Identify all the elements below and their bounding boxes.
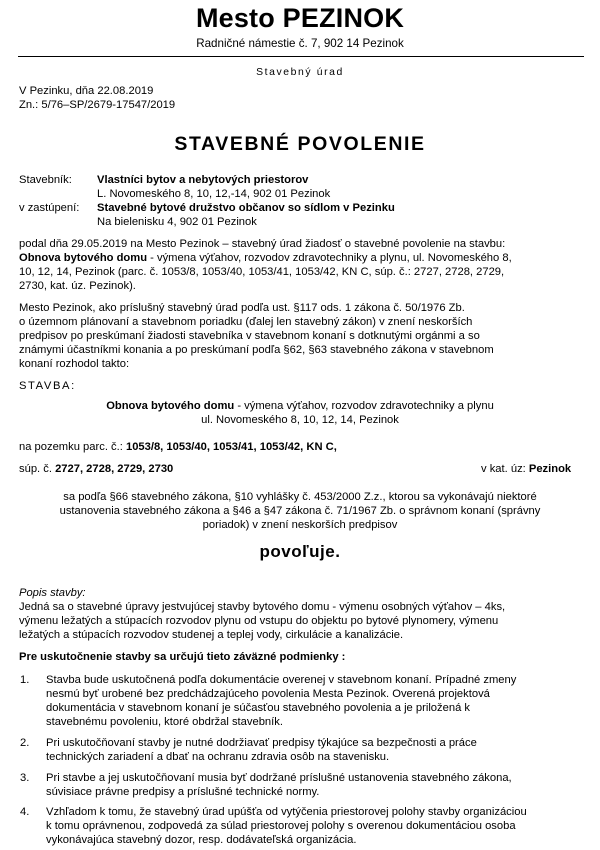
legal-basis-line-3: poriadok) v znení neskorších predpisov [202,519,398,531]
legal-basis-line-2: ustanovenia stavebného zákona a §46 a §47 zákona č. 71/1967 Zb. o správnom konaní (správny [59,505,541,517]
stavba-name: Obnova bytového domu [106,400,235,412]
intro-stavba-name: Obnova bytového domu [19,252,148,264]
description-line-1: Jedná sa o stavebné úpravy jestvujúcej stavby bytového domu - výmenu osobných výťahov – 4ks, [19,601,506,613]
office-address: Radničné námestie č. 7, 902 14 Pezinok [196,37,404,50]
condition-2-line-2: technických zariadení a dbať na ochranu zdravia osôb na stavenisku. [46,751,390,763]
intro-stavba-desc: - výmena výťahov, rozvodov zdravotechniky a plynu, ul. Novomeského 8, [147,252,512,264]
decision-line-4: známymi účastníkmi konania a po preskúmaní podľa §62, §63 stavebného zákona v stavebnom [19,344,494,356]
condition-2-number: 2. [20,737,30,749]
parcel-values: 1053/8, 1053/40, 1053/41, 1053/42, KN C, [125,441,337,453]
stavba-street: ul. Novomeského 8, 10, 12, 14, Pezinok [201,414,399,426]
sup-values: 2727, 2728, 2729, 2730 [55,463,174,475]
parcel-line [19,440,337,454]
condition-4-number: 4. [20,806,30,818]
agent-name: Stavebné bytové družstvo občanov so sídlom v Pezinku [97,202,395,214]
cadastral-prefix: v kat. úz: [481,463,529,475]
stavba-heading: STAVBA: [19,380,76,392]
agent-address: Na bielenisku 4, 902 01 Pezinok [97,216,257,228]
city-title: Mesto PEZINOK [195,3,405,33]
place-date: V Pezinku, dňa 22.08.2019 [19,85,154,97]
decision-line-3: predpisov po preskúmaní žiadosti stavebníka v stavebnom konaní s dotknutými orgánmi a so [19,330,480,342]
builder-label: Stavebník: [19,174,72,186]
condition-3-line-1: Pri stavbe a jej uskutočňovaní musia byť dodržané príslušné ustanovenia stavebného zákona, [46,772,512,784]
condition-2-line-1: Pri uskutočňovaní stavby je nutné dodržiavať predpisy týkajúce sa bezpečnosti a práce [46,737,477,749]
condition-1-line-1: Stavba bude uskutočnená podľa dokumentácie overenej v stavebnom konaní. Prípadné zmeny [46,674,517,686]
sup-prefix: súp. č. [19,463,56,475]
builder-address: L. Novomeského 8, 10, 12,-14, 902 01 Pezinok [97,188,331,200]
stavba-name-line [0,399,600,413]
condition-4-line-2: k tomu oprávnenou, zodpovedá za súlad priestorovej polohy s overenou dokumentáciou osoba [46,820,516,832]
intro-line-1: podal dňa 29.05.2019 na Mesto Pezinok – stavebný úrad žiadosť o stavebné povolenie na stavbu: [19,238,506,250]
condition-1-line-3: dokumentácia v stavebnom konaní je súčasťou stavebného povolenia a je priložená k [46,702,470,714]
description-line-2: výmenu ležatých a stúpacích rozvodov plynu od vstupu do objektu po bytové plynomery, výmenu [19,615,499,627]
intro-line-3: 10, 12, 14, Pezinok (parc. č. 1053/8, 1053/40, 1053/41, 1053/42, KN C, súp. č.: 2727, 2728, 2729, [19,266,505,278]
stavba-desc: - výmena výťahov, rozvodov zdravotechniky a plynu [234,400,494,412]
condition-1-line-2: nesmú byť urobené bez predchádzajúceho povolenia Mesta Pezinok. Overená projektová [46,688,490,700]
decision-line-5: konaní rozhodol takto: [19,358,130,370]
agent-label: v zastúpení: [19,202,80,214]
condition-4-line-3: vykonávajúca stavebný dozor, resp. dodávateľská organizácia. [46,834,357,846]
decision-line-1: Mesto Pezinok, ako príslušný stavebný úrad podľa ust. §117 ods. 1 zákona č. 50/1976 Zb. [19,302,465,314]
condition-3-number: 3. [20,772,30,784]
header-divider [18,56,584,57]
document-title: STAVEBNÉ POVOLENIE [174,133,426,155]
office-name: Stavebný úrad [256,67,344,78]
description-label: Popis stavby: [19,587,86,599]
intro-line-4: 2730, kat. úz. Pezinok). [19,280,136,292]
condition-4-line-1: Vzhľadom k tomu, že stavebný úrad upúšťa od vytýčenia priestorovej polohy stavby organizáciou [46,806,527,818]
condition-3-line-2: súvisiace právne predpisy a príslušné technické normy. [46,786,320,798]
cadastral-line [481,462,571,476]
condition-1-number: 1. [20,674,30,686]
builder-name: Vlastníci bytov a nebytových priestorov [97,174,309,186]
verdict: povoľuje. [259,542,341,561]
decision-line-2: o územnom plánovaní a stavebnom poriadku (ďalej len stavebný zákon) v znení neskorších [19,316,473,328]
sup-line [19,462,173,476]
legal-basis-line-1: sa podľa §66 stavebného zákona, §10 vyhlášky č. 453/2000 Z.z., ktorou sa vykonávajú niektoré [63,491,537,503]
intro-line-2 [19,251,581,265]
cadastral-value: Pezinok [528,463,572,475]
reference-number: Zn.: 5/76–SP/2679-17547/2019 [19,99,176,111]
parcel-prefix: na pozemku parc. č.: [19,441,126,453]
conditions-heading: Pre uskutočnenie stavby sa určujú tieto záväzné podmienky : [19,651,346,663]
description-line-3: ležatých a stúpacích rozvodov studenej a teplej vody, cirkulácie a kanalizácie. [19,629,404,641]
condition-1-line-4: stavebnému povoleniu, ktoré obdržal stavebník. [46,716,283,728]
